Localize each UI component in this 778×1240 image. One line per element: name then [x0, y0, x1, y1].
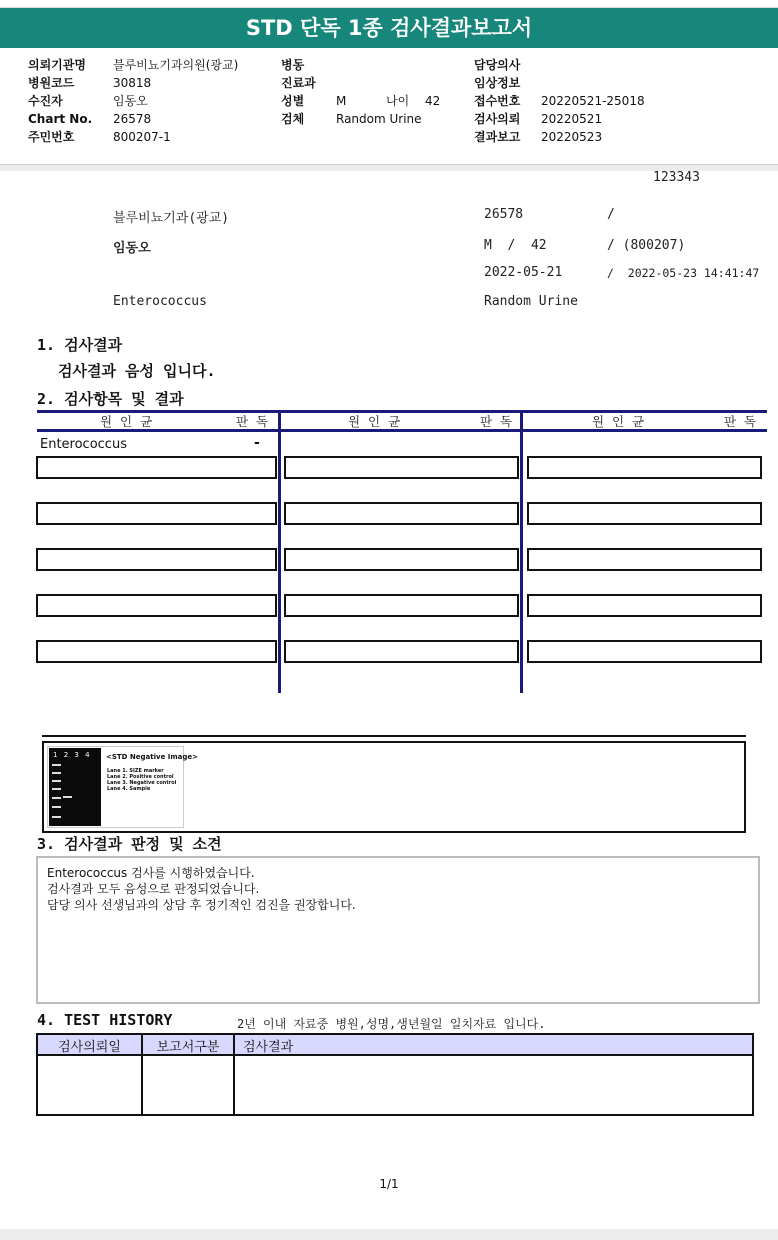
col-judgement-2: 판 독 [480, 414, 515, 429]
marker-band [52, 764, 61, 766]
patient-report-datetime: / 2022-05-23 14:41:47 [607, 266, 760, 280]
header-left-values [113, 56, 238, 146]
header-middle-labels [281, 56, 316, 128]
result-box [36, 456, 277, 479]
col-judgement-1: 판 독 [236, 414, 271, 429]
col-pathogen-2: 원 인 균 [348, 414, 403, 429]
marker-band [52, 772, 61, 774]
value-patient: 임동오 [113, 94, 148, 108]
label-department: 진료과 [281, 76, 316, 90]
page-number: 1/1 [379, 1177, 399, 1191]
col-pathogen-3: 원 인 균 [592, 414, 647, 429]
result-box [284, 594, 519, 617]
legend-item: Lane 2. Positive control [107, 774, 174, 780]
result-box [36, 640, 277, 663]
lane-number: 1 [53, 751, 58, 759]
value-report-date: 20220523 [541, 130, 603, 144]
marker-band [52, 797, 61, 799]
result-pathogen: Enterococcus [40, 437, 127, 452]
value-age: 42 [425, 94, 441, 108]
value-department [336, 74, 422, 92]
header-right-values [541, 56, 645, 146]
col-pathogen-1: 원 인 균 [100, 414, 155, 429]
result-box [527, 594, 762, 617]
label-resident-no: 주민번호 [28, 130, 75, 144]
lane-number: 4 [85, 751, 90, 759]
patient-specimen: Random Urine [484, 294, 578, 309]
result-box [527, 640, 762, 663]
header-left-labels [28, 56, 92, 146]
result-box [284, 456, 519, 479]
value-ward [336, 56, 422, 74]
result-box [527, 502, 762, 525]
label-patient: 수진자 [28, 94, 63, 108]
value-sex: M [336, 94, 347, 108]
section1-text: 검사결과 음성 입니다. [58, 362, 216, 380]
result-box [284, 502, 519, 525]
patient-chart: 26578 [484, 207, 524, 222]
value-specimen: Random Urine [336, 112, 422, 126]
patient-sex-age: M / 42 [484, 238, 547, 253]
bottom-edge [0, 1229, 778, 1240]
result-box [527, 456, 762, 479]
opinion-box [36, 856, 760, 1004]
lane-number: 3 [74, 751, 79, 759]
value-institution: 블루비뇨기과의원(광교) [113, 58, 239, 72]
image-top-rule [42, 735, 746, 737]
section3-title: 3. 검사결과 판정 및 소견 [37, 835, 222, 853]
patient-request-date: 2022-05-21 [484, 265, 563, 280]
section1-title: 1. 검사결과 [37, 336, 123, 354]
top-edge [0, 0, 778, 8]
patient-birth: / (800207) [607, 238, 686, 253]
section4-title: 4. TEST HISTORY [37, 1011, 173, 1029]
value-request-date: 20220521 [541, 112, 603, 126]
marker-band [52, 806, 61, 808]
marker-band [52, 788, 61, 790]
result-box [284, 548, 519, 571]
patient-name: 임동오 [113, 241, 151, 256]
result-box [36, 548, 277, 571]
label-institution: 의뢰기관명 [28, 58, 86, 72]
value-doctor [541, 56, 645, 74]
patient-number: 123343 [653, 170, 700, 185]
label-receipt-no: 접수번호 [474, 94, 521, 108]
gel-image-title: <STD Negative Image> [106, 753, 199, 761]
value-clinical-info [541, 74, 645, 92]
opinion-line: 담당 의사 선생님과의 상담 후 정기적인 검진을 권장합니다. [47, 898, 356, 912]
label-report-date: 결과보고 [474, 130, 521, 144]
col-judgement-3: 판 독 [724, 414, 759, 429]
legend-item: Lane 3. Negative control [107, 780, 177, 786]
legend-item: Lane 4. Sample [107, 786, 151, 792]
section2-title: 2. 검사항목 및 결과 [37, 390, 184, 408]
positive-band [63, 796, 72, 798]
history-note: 2년 이내 자료중 병원,성명,생년월일 일치자료 입니다. [237, 1017, 546, 1031]
gel-lane-numbers [53, 751, 90, 759]
result-box [36, 502, 277, 525]
marker-band [52, 780, 61, 782]
patient-test: Enterococcus [113, 294, 207, 309]
opinion-line: 검사결과 모두 음성으로 판정되었습니다. [47, 882, 260, 896]
result-box [527, 548, 762, 571]
value-hospital-code: 30818 [113, 76, 152, 90]
result-box [284, 640, 519, 663]
result-box [36, 594, 277, 617]
history-col-report-type: 보고서구분 [156, 1040, 220, 1055]
opinion-line: Enterococcus 검사를 시행하였습니다. [47, 866, 255, 880]
gel-legend [107, 768, 176, 792]
label-doctor: 담당의사 [474, 58, 521, 72]
legend-item: Lane 1. SIZE marker [107, 768, 164, 774]
label-age: 나이 [386, 94, 410, 108]
result-judgement: - [254, 435, 260, 451]
history-col-request-date: 검사의뢰일 [58, 1040, 121, 1055]
label-specimen: 검체 [281, 112, 305, 126]
patient-hospital: 블루비뇨기과(광교) [113, 211, 230, 226]
label-hospital-code: 병원코드 [28, 76, 75, 90]
history-col-result: 검사결과 [243, 1040, 294, 1055]
grid-divider-1 [278, 410, 281, 693]
label-chart-no: Chart No. [28, 112, 93, 126]
value-resident-no: 800207-1 [113, 130, 171, 144]
value-receipt-no: 20220521-25018 [541, 94, 645, 108]
header-right-labels [474, 56, 520, 146]
marker-band [52, 816, 61, 818]
label-ward: 병동 [281, 58, 305, 72]
label-request-date: 검사의뢰 [474, 112, 521, 126]
history-col-divider [233, 1035, 235, 1115]
lane-number: 2 [63, 751, 69, 759]
gel-image [49, 748, 101, 826]
value-chart-no: 26578 [113, 112, 152, 126]
report-title: STD 단독 1종 검사결과보고서 [0, 8, 778, 48]
label-clinical-info: 임상정보 [474, 76, 521, 90]
patient-slash: / [607, 207, 615, 222]
label-sex: 성별 [281, 94, 305, 108]
grid-divider-2 [520, 410, 523, 693]
